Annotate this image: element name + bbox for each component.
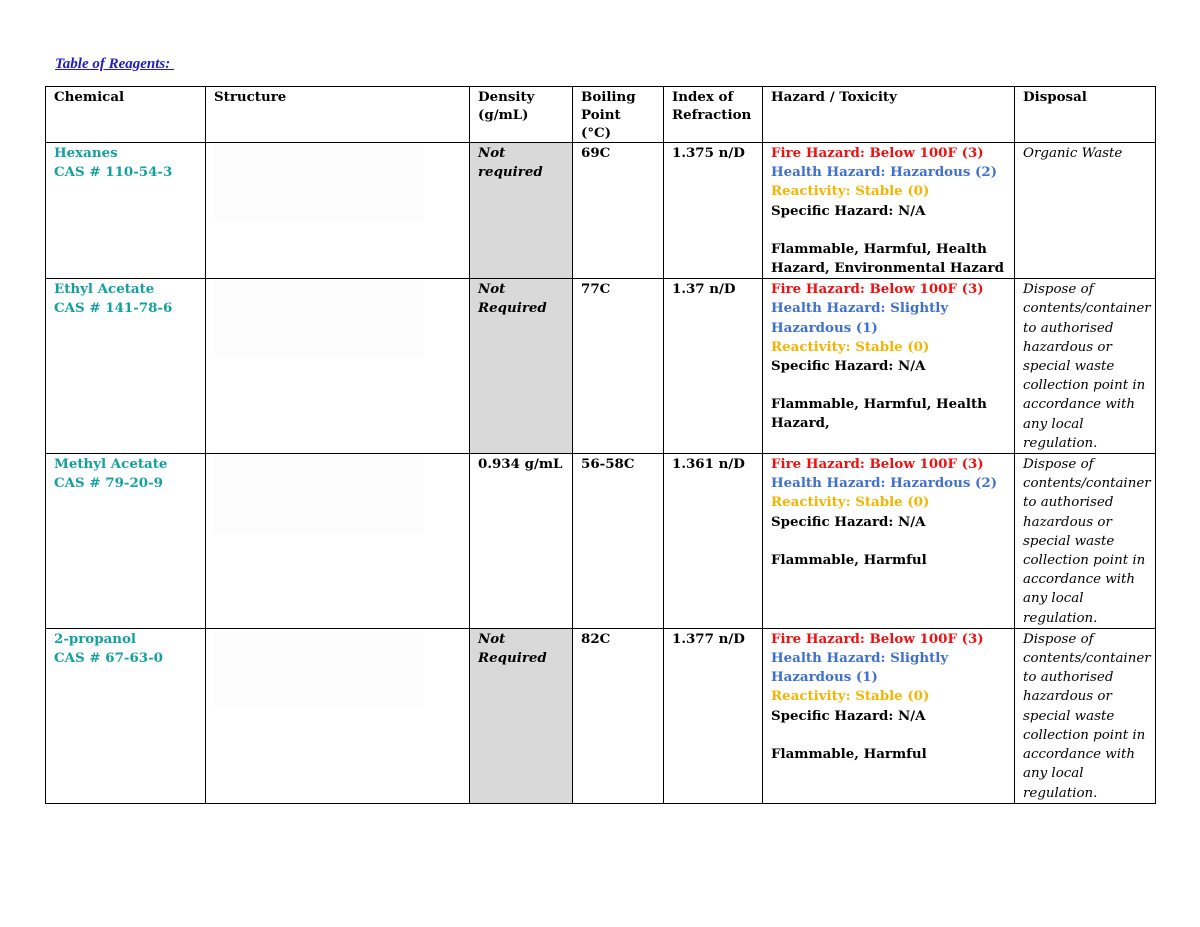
- specific-hazard: Specific Hazard: N/A: [771, 513, 926, 530]
- density-cell: [470, 454, 573, 629]
- boiling-point-cell: 82C: [573, 628, 664, 803]
- specific-hazard: Specific Hazard: N/A: [771, 358, 926, 375]
- fire-hazard: Fire Hazard: Below 100F (3): [771, 145, 984, 161]
- refraction-cell: 1.37 n/D: [664, 279, 763, 454]
- table-row: [46, 454, 1156, 629]
- refraction-cell: 1.375 n/D: [664, 143, 763, 279]
- table-row: [46, 143, 1156, 279]
- reactivity: Reactivity: Stable (0): [771, 338, 930, 355]
- col-header-structure: Structure: [206, 87, 470, 143]
- hazard-classes: Flammable, Harmful, Health Hazard,: [771, 396, 987, 432]
- refraction-cell: 1.361 n/D: [664, 454, 763, 629]
- chemical-name: Methyl Acetate: [54, 456, 168, 473]
- health-hazard: Health Hazard: Slightly Hazardous (1): [771, 650, 949, 686]
- structure-cell: [206, 454, 470, 629]
- health-hazard: Health Hazard: Slightly Hazardous (1): [771, 300, 949, 336]
- cas-number: CAS # 67-63-0: [54, 650, 163, 667]
- structure-image: [214, 280, 424, 358]
- hazard-classes: Flammable, Harmful: [771, 745, 927, 762]
- density-cell: [470, 279, 573, 454]
- disposal-cell: Organic Waste: [1015, 143, 1156, 279]
- col-header-disposal: Disposal: [1015, 87, 1156, 143]
- boiling-point-cell: 77C: [573, 279, 664, 454]
- structure-cell: [206, 143, 470, 279]
- cas-number: CAS # 141-78-6: [54, 300, 173, 317]
- chemical-cell: [46, 454, 206, 629]
- density-value: Not Required: [478, 281, 547, 317]
- reactivity: Reactivity: Stable (0): [771, 183, 930, 200]
- col-header-index-of-refraction: Index of Refraction: [664, 87, 763, 143]
- fire-hazard: Fire Hazard: Below 100F (3): [771, 630, 984, 647]
- boiling-point-cell: 56-58C: [573, 454, 664, 629]
- chemical-cell: [46, 628, 206, 803]
- disposal-cell: Dispose of contents/container to authorised hazardous or special waste collection point in accordance with any local regulation.: [1015, 628, 1156, 803]
- hazard-cell: [763, 628, 1015, 803]
- structure-cell: [206, 628, 470, 803]
- hazard-classes: Flammable, Harmful: [771, 551, 927, 568]
- chemical-name: Hexanes: [54, 145, 118, 161]
- chemical-cell: [46, 279, 206, 454]
- density-cell: [470, 143, 573, 279]
- chemical-name: 2-propanol: [54, 630, 137, 647]
- cas-number: CAS # 79-20-9: [54, 475, 163, 492]
- specific-hazard: Specific Hazard: N/A: [771, 707, 926, 724]
- hazard-cell: [763, 454, 1015, 629]
- col-header-hazard: Hazard / Toxicity: [763, 87, 1015, 143]
- specific-hazard: Specific Hazard: N/A: [771, 202, 926, 219]
- chemical-name: Ethyl Acetate: [54, 281, 155, 298]
- table-caption: Table of Reagents:: [55, 56, 175, 72]
- table-row: [46, 279, 1156, 454]
- col-header-boiling-point: Boiling Point (°C): [573, 87, 664, 143]
- fire-hazard: Fire Hazard: Below 100F (3): [771, 456, 984, 473]
- hazard-cell: [763, 143, 1015, 279]
- cas-number: CAS # 110-54-3: [54, 164, 173, 181]
- density-value: Not Required: [478, 630, 547, 667]
- density-value: 0.934 g/mL: [478, 456, 563, 473]
- refraction-cell: 1.377 n/D: [664, 628, 763, 803]
- structure-image: [214, 630, 424, 708]
- col-header-chemical: Chemical: [46, 87, 206, 143]
- structure-image: [214, 144, 424, 222]
- health-hazard: Health Hazard: Hazardous (2): [771, 475, 998, 492]
- reactivity: Reactivity: Stable (0): [771, 688, 930, 705]
- reactivity: Reactivity: Stable (0): [771, 494, 930, 511]
- disposal-cell: Dispose of contents/container to authorised hazardous or special waste collection point in accordance with any local regulation.: [1015, 454, 1156, 629]
- structure-image: [214, 455, 424, 533]
- hazard-classes: Flammable, Harmful, Health Hazard, Environmental Hazard: [771, 240, 1004, 277]
- reagents-table: [45, 86, 1156, 804]
- col-header-density: Density (g/mL): [470, 87, 573, 143]
- density-value: Not required: [478, 145, 543, 181]
- hazard-cell: [763, 279, 1015, 454]
- structure-cell: [206, 279, 470, 454]
- health-hazard: Health Hazard: Hazardous (2): [771, 164, 998, 181]
- disposal-cell: Dispose of contents/container to authorised hazardous or special waste collection point in accordance with any local regulation.: [1015, 279, 1156, 454]
- fire-hazard: Fire Hazard: Below 100F (3): [771, 281, 984, 298]
- density-cell: [470, 628, 573, 803]
- boiling-point-cell: 69C: [573, 143, 664, 279]
- chemical-cell: [46, 143, 206, 279]
- table-row: [46, 628, 1156, 803]
- header-row: [46, 87, 1156, 143]
